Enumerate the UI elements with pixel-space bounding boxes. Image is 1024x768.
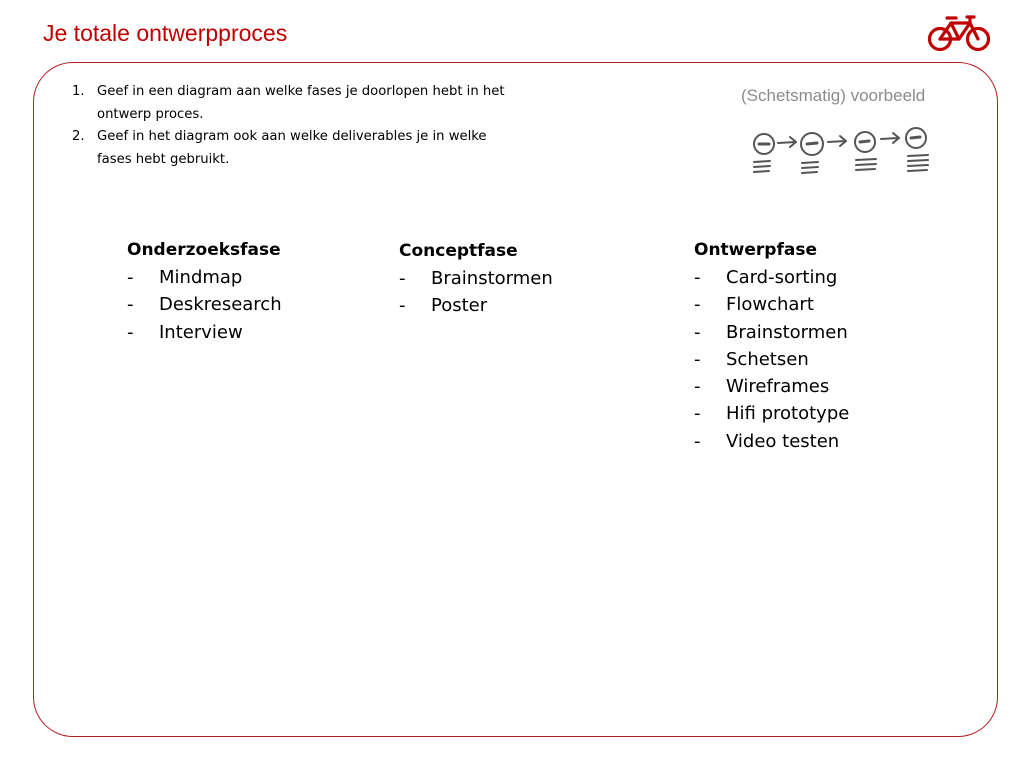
deliverable-label: Wireframes [726,376,830,398]
instruction-number: 2. [72,129,85,144]
bullet-dash: - [694,376,701,398]
deliverable-item [694,346,849,373]
deliverable-item [694,291,849,318]
slide-title: Je totale ontwerpproces [43,20,288,46]
deliverable-label: Poster [431,295,488,317]
phase-title: Ontwerpfase [694,240,817,260]
instruction-item [72,126,512,171]
deliverable-item [399,292,553,319]
deliverable-label: Brainstormen [431,268,553,289]
deliverable-item [694,373,849,400]
deliverable-label: Video testen [726,430,840,452]
instruction-number: 1. [72,84,85,99]
bullet-dash: - [399,268,406,289]
deliverable-item [694,264,849,291]
instruction-text: Geef in het diagram ook aan welke deliverables je in welke fases hebt gebruikt. [97,129,487,167]
deliverable-label: Deskresearch [159,294,282,316]
bullet-dash: - [127,267,134,288]
phase-onderzoeksfase [127,237,282,346]
bullet-dash: - [694,267,701,288]
bullet-dash: - [399,295,406,317]
bullet-dash: - [694,403,701,425]
deliverable-label: Brainstormen [726,321,848,343]
bullet-dash: - [694,430,701,452]
phase-conceptfase [399,238,553,320]
deliverable-item [127,319,282,346]
deliverable-label: Hifi prototype [726,403,850,425]
deliverable-label: Flowchart [726,294,814,316]
example-label: (Schetsmatig) voorbeeld [741,86,926,105]
phase-title: Conceptfase [399,241,518,261]
deliverable-list [127,264,282,346]
deliverable-label: Card-sorting [726,267,838,288]
deliverable-item [694,428,849,455]
instruction-item [72,81,512,126]
deliverable-label: Schetsen [726,348,809,370]
bicycle-icon [926,12,992,54]
deliverable-list [694,264,849,455]
deliverable-label: Interview [159,321,243,343]
deliverable-item [694,319,849,346]
bullet-dash: - [694,348,701,370]
phase-title: Onderzoeksfase [127,240,281,260]
bullet-dash: - [694,294,701,316]
deliverable-item [127,291,282,318]
process-sketch-icon [748,122,938,182]
deliverable-item [399,265,553,292]
phase-ontwerpfase [694,237,849,455]
deliverable-label: Mindmap [159,267,243,288]
instruction-text: Geef in een diagram aan welke fases je doorlopen hebt in het ontwerp proces. [97,84,505,122]
bullet-dash: - [127,294,134,316]
bullet-dash: - [694,321,701,343]
instruction-list [72,81,512,171]
deliverable-item [694,400,849,427]
deliverable-list [399,265,553,320]
deliverable-item [127,264,282,291]
bullet-dash: - [127,321,134,343]
